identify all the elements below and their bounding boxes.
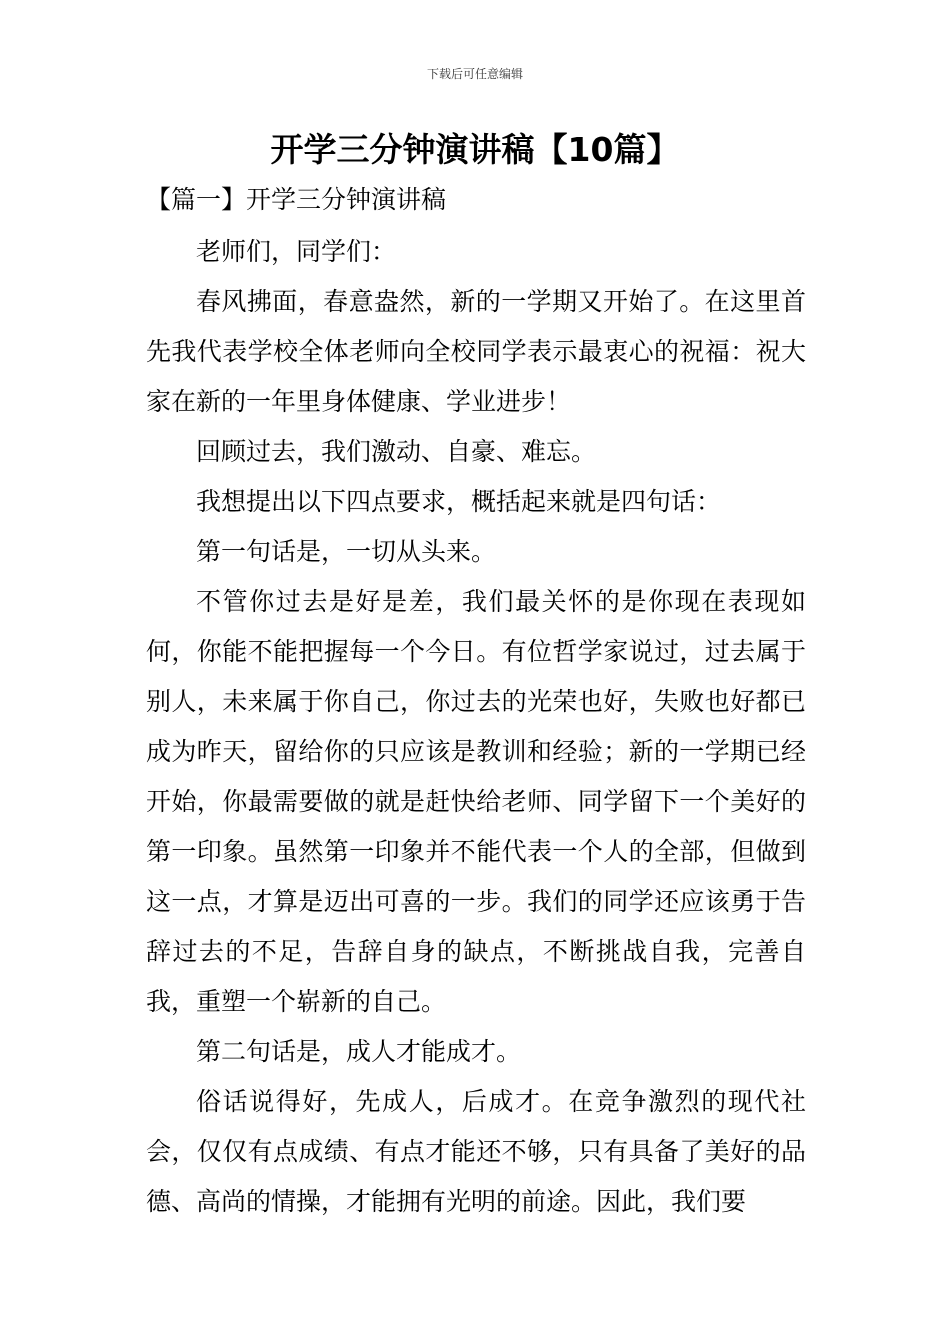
section-heading: 【篇一】开学三分钟演讲稿 [146, 185, 447, 214]
paragraph: 回顾过去，我们激动、自豪、难忘。 [196, 437, 597, 466]
paragraph: 春风拂面，春意盎然，新的一学期又开始了。在这里首先我代表学校全体老师向全校同学表示最衷心的祝福：祝大家在新的一年里身体健康、学业进步！ [146, 287, 806, 416]
document-body [146, 227, 806, 1227]
page-header: 下载后可任意编辑 [426, 67, 523, 81]
paragraph: 第一句话是，一切从头来。 [196, 537, 497, 566]
paragraph: 第二句话是，成人才能成才。 [196, 1037, 522, 1066]
paragraph-salutation: 老师们，同学们： [196, 237, 397, 266]
paragraph: 我想提出以下四点要求，概括起来就是四句话： [196, 487, 722, 516]
paragraph: 不管你过去是好是差，我们最关怀的是你现在表现如何，你能不能把握每一个今日。有位哲学家说过，过去属于别人，未来属于你自己，你过去的光荣也好，失败也好都已成为昨天，留给你的只应该是教训和经验；新的一学期已经开始，你最需要做的就是赶快给老师、同学留下一个美好的第一印象。虽然第一印象并不能代表一个人的全部，但做到这一点，才算是迈出可喜的一步。我们的同学还应该勇于告辞过去的不足，告辞自身的缺点，不断挑战自我，完善自我，重塑一个崭新的自己。 [146, 587, 806, 1016]
paragraph: 俗话说得好，先成人，后成才。在竞争激烈的现代社会，仅仅有点成绩、有点才能还不够，只有具备了美好的品德、高尚的情操，才能拥有光明的前途。因此，我们要 [146, 1087, 806, 1216]
document-title: 开学三分钟演讲稿【10篇】 [270, 130, 680, 169]
